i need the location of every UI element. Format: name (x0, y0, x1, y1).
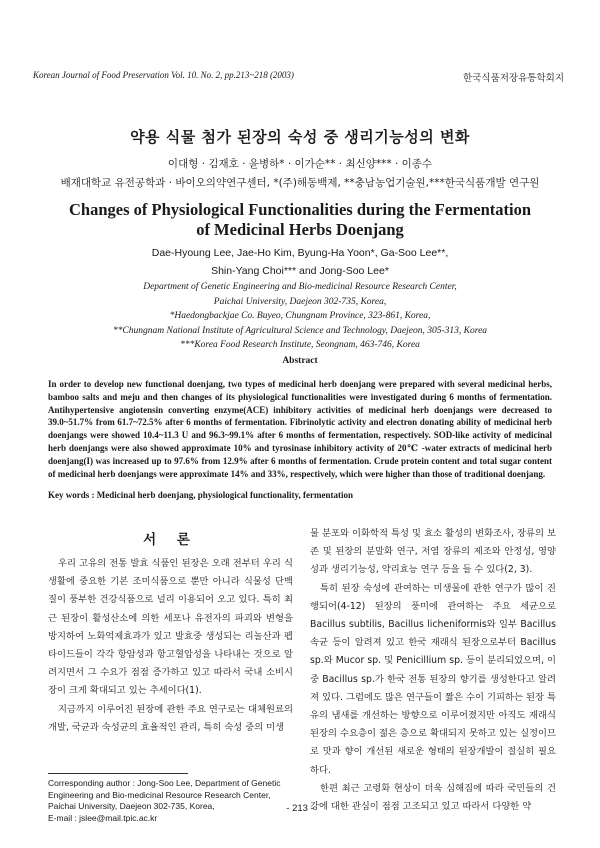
footnote-divider (48, 773, 188, 774)
korean-authors: 이대형 · 김재호 · 윤병하* · 이가순** · 최신양*** · 이종수 (167, 158, 433, 170)
paragraph: 특히 된장 숙성에 관여하는 미생물에 관한 연구가 많이 진행되어(4-12) 된장의 풍미에 관여하는 주요 세균으로 Bacillus subtilis, Bacillus licheniformis와 일부 Bacillus 속균 등이 알려져 있고 한국 재래식 된장으로부터 Bacillus sp.와 Mucor sp. 및 Penicillium sp. 등이 분리되었으며, 이 중 Bacillus sp.가 한국 전통 된장의 향기를 생성한다고 알려져 있다. 그럼에도 많은 연구들이 짧은 수이 기피하는 된장 특유의 냄새를 개선하는 방향으로 이루어졌지만 아직도 재래식 된장의 수요층이 젊은 층으로 확대되지 못하고 있는 실정이므로 맛과 향이 개선된 새로운 형태의 된장개발이 절실히 필요하다. (310, 582, 556, 776)
english-title-line1: Changes of Physiological Functionalities during the Fermentation (69, 200, 531, 219)
keywords: Key words : Medicinal herb doenjang, physiological functionality, fermentation (48, 490, 353, 500)
english-title (0, 200, 600, 240)
paragraph: 지금까지 이루어진 된장에 관한 주요 연구로는 대체원료의 개발, 국균과 숙성균의 효율적인 관리, 특히 숙성 중의 미생 (48, 703, 293, 733)
right-column (310, 525, 556, 816)
english-authors-line2: Shin-Yang Choi*** and Jong-Soo Lee* (211, 265, 389, 277)
affiliation-line: *Haedongbackjae Co. Buyeo, Chungnam Province, 323-861, Korea, (169, 311, 431, 322)
abstract-text: In order to develop new functional doenjang, two types of medicinal herb doenjang were prepared with several medicinal herbs, bamboo salts and meju and then changes of its physiological functionalities were investigated during 6 months of fermentation. Antihypertensive angiotensin converting enzyme(ACE) inhibitory activities of medicinal herb doenjangs were decreased to 39.0~51.7% from 61.7~72.5% after 6 months of fermentation. Fibrinolytic activity and electron donating ability of medicinal herb doenjangs were showed 10.4~11.3 U and 96.3~99.1% after 6 months of fermentation, respectively. SOD-like activity of medicinal herb doenjangs were also showed approximate 10% and tyrosinase inhibitory activity of 20℃ -water extracts of medicinal herb doenjang(I) was increased up to 97.6% from 12.9% after 6 months of fermentation. Crude protein content and total sugar content of medicinal herb doenjangs were approximate 14% and 33%, respectively, which were higher than those of traditional doenjang. (48, 379, 552, 479)
correspondence-line: Engineering and Bio-medicinal Resource Research Center, (48, 789, 271, 800)
section-heading-introduction: 서 론 (143, 532, 198, 548)
correspondence-line: Corresponding author : Jong-Soo Lee, Department of Genetic (48, 778, 281, 788)
correspondence-footnote (48, 778, 298, 824)
english-authors-line1: Dae-Hyoung Lee, Jae-Ho Kim, Byung-Ha Yoon*, Ga-Soo Lee**, (151, 247, 449, 259)
affiliation-line: ***Korea Food Research Institute, Seongnam, 463-746, Korea (180, 340, 420, 351)
correspondence-email[interactable]: E-mail : jslee@mail.tpic.ac.kr (48, 812, 158, 823)
affiliation-line: **Chungnam National Institute of Agricultural Science and Technology, Daejeon, 305-313, Korea (112, 325, 488, 336)
society-name: 한국식품저장유통학회지 (463, 73, 564, 84)
korean-title: 약용 식물 첨가 된장의 숙성 중 생리기능성의 변화 (130, 128, 470, 146)
korean-affiliations: 배재대학교 유전공학과 · 바이오의약연구센터, *(주)해동백제, **충남농업기술원,***한국식품개발 연구원 (60, 177, 540, 189)
affiliation-line: Paichai University, Daejeon 302-735, Korea, (213, 296, 387, 307)
english-authors (0, 244, 600, 280)
paragraph: 한편 최근 고령화 현상이 더욱 심해짐에 따라 국민들의 건강에 대한 관심이 점점 고조되고 있고 따라서 다양한 약 (310, 782, 556, 813)
abstract-heading: Abstract (282, 356, 318, 366)
english-title-line2: of Medicinal Herbs Doenjang (196, 220, 404, 239)
paragraph: 물 분포와 이화학적 특성 및 효소 활성의 변화조사, 장류의 보존 및 된장의 분말화 연구, 저염 장류의 제조와 안정성, 영양성과 생리기능성, 약리효능 연구 등을 들 수 있다(2, 3). (310, 528, 556, 576)
paragraph: 우리 고유의 전통 발효 식품인 된장은 오래 전부터 우리 식생활에 중요한 기본 조미식품으로 뿐만 아니라 식물성 단백질이 풍부한 건강식품으로 널리 이용되어 오고 있다. 특히 최근 된장이 활성산소에 의한 세포나 유전자의 파괴와 변형을 방지하여 노화억제효과가 있고 발효중 생성되는 리놀산과 펩타이드들이 각각 항암성과 항고혈압성을 나타내는 것으로 알려지면서 그 수요가 점점 증가하고 있고 따라서 국내 소비시장이 크게 확대되고 있는 추세이다(1). (48, 558, 293, 697)
affiliation-line: Department of Genetic Engineering and Bio-medicinal Resource Research Center, (143, 282, 457, 292)
left-column (48, 555, 293, 737)
english-affiliations (0, 280, 600, 353)
page-number: - 213 - (286, 803, 314, 814)
correspondence-line: Paichai University, Daejeon 302-735, Korea, (48, 801, 215, 812)
journal-citation: Korean Journal of Food Preservation Vol. 10. No. 2, pp.213~218 (2003) (33, 70, 294, 80)
